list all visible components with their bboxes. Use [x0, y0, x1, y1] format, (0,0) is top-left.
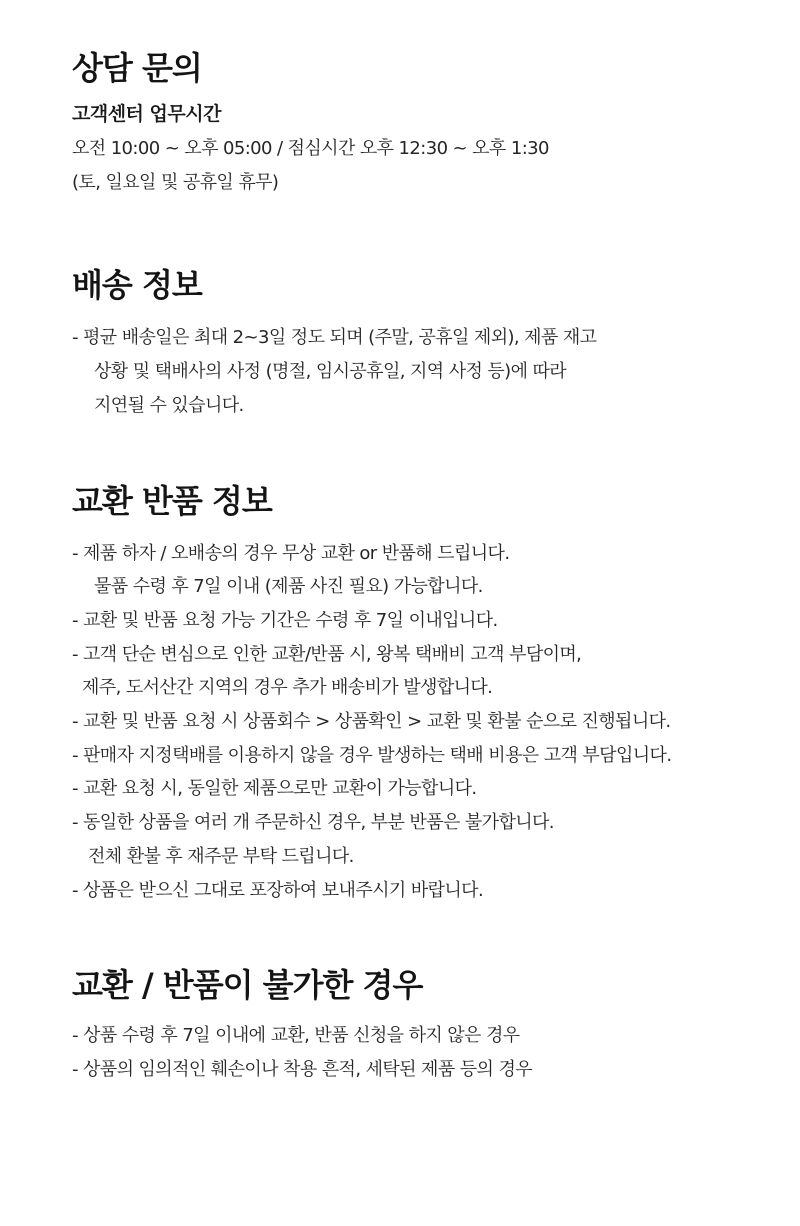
closed-days: (토, 일요일 및 공휴일 휴무): [72, 171, 279, 193]
shipping-line: 지연될 수 있습니다.: [94, 394, 244, 416]
shipping-line: 상황 및 택배사의 사정 (명절, 임시공휴일, 지역 사정 등)에 따라: [94, 361, 567, 383]
exchange-line: - 판매자 지정택배를 이용하지 않을 경우 발생하는 택배 비용은 고객 부담입니다.: [72, 744, 672, 766]
product-info-page: [72, 44, 772, 1087]
exchange-return-section: [72, 477, 772, 908]
exchange-line: - 동일한 상품을 여러 개 주문하신 경우, 부분 반품은 불가합니다.: [72, 812, 554, 834]
shipping-title: 배송 정보: [72, 266, 202, 305]
exchange-line: - 교환 및 반품 요청 시 상품회수 > 상품확인 > 교환 및 환불 순으로 진행됩니다.: [72, 711, 671, 733]
exchange-line: 물품 수령 후 7일 이내 (제품 사진 필요) 가능합니다.: [94, 576, 483, 598]
business-hours-label: 고객센터 업무시간: [72, 103, 221, 125]
non-returnable-line: - 상품 수령 후 7일 이내에 교환, 반품 신청을 하지 않은 경우: [72, 1025, 520, 1047]
exchange-line: - 상품은 받으신 그대로 포장하여 보내주시기 바랍니다.: [72, 879, 484, 901]
exchange-line: - 교환 요청 시, 동일한 제품으로만 교환이 가능합니다.: [72, 778, 477, 800]
exchange-line: 제주, 도서산간 지역의 경우 추가 배송비가 발생합니다.: [82, 677, 493, 699]
exchange-line: 전체 환불 후 재주문 부탁 드립니다.: [88, 845, 354, 867]
contact-section: [72, 44, 772, 199]
contact-title: 상담 문의: [72, 49, 202, 87]
business-hours: 오전 10:00 ~ 오후 05:00 / 점심시간 오후 12:30 ~ 오후 1:30: [72, 138, 549, 159]
non-returnable-section: [72, 961, 772, 1086]
shipping-line: - 평균 배송일은 최대 2~3일 정도 되며 (주말, 공휴일 제외), 제품 재고: [72, 327, 597, 349]
exchange-line: - 고객 단순 변심으로 인한 교환/반품 시, 왕복 택배비 고객 부담이며,: [72, 643, 582, 665]
exchange-line: - 제품 하자 / 오배송의 경우 무상 교환 or 반품해 드립니다.: [72, 542, 510, 564]
non-returnable-line: - 상품의 임의적인 훼손이나 착용 흔적, 세탁된 제품 등의 경우: [72, 1058, 533, 1080]
exchange-line: - 교환 및 반품 요청 가능 기간은 수령 후 7일 이내입니다.: [72, 609, 498, 631]
exchange-return-title: 교환 반품 정보: [72, 481, 272, 520]
non-returnable-title: 교환 / 반품이 불가한 경우: [72, 966, 423, 1005]
shipping-section: [72, 261, 772, 422]
